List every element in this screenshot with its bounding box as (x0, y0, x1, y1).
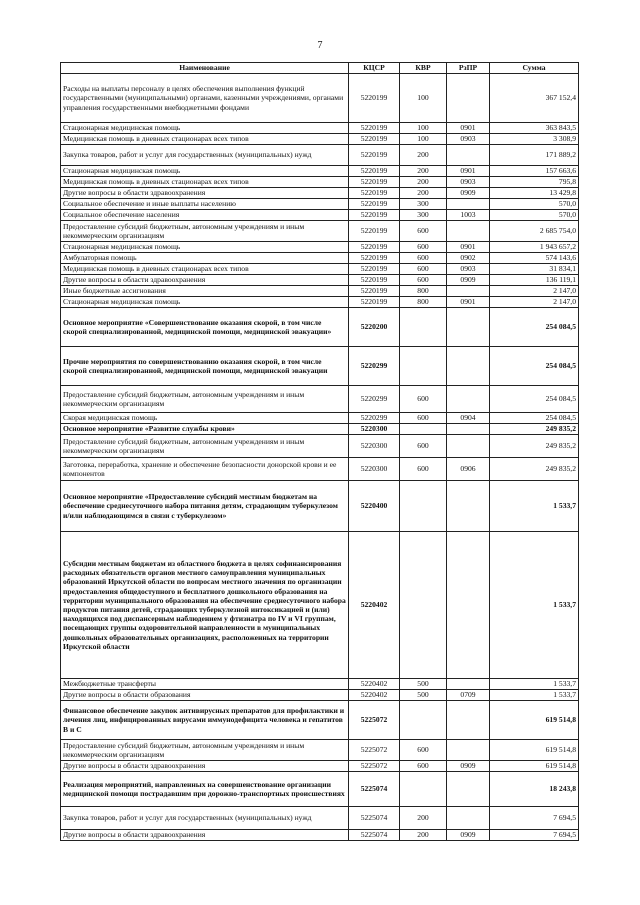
row-name: Субсидии местным бюджетам из областного бюджета в целях софинансирования расходных обязательств органов местного самоуправления муниципальных образований Иркутской области по вопросам местного значения по организации предоставления общедоступного и бесплатного дошкольного образования на территории муниципального образования на обеспечение среднесуточного набора продуктов питания детей, страдающих туберкулезной интоксикацией и (или) находящихся под диспансерным наблюдением у фтизиатра по IV и VI группам, посещающих группы оздоровительной направленности в муниципальных дошкольных образовательных организациях, расположенных на территории Иркутской области (61, 532, 349, 679)
row-sum: 2 685 754,0 (490, 221, 579, 242)
row-rzpr: 0901 (447, 123, 490, 134)
row-name: Расходы на выплаты персоналу в целях обеспечения выполнения функций государственными (муниципальными) органами, казенными учреждениями, органами управления государственными внебюджетными фондами (61, 74, 349, 123)
row-rzpr (447, 532, 490, 679)
table-row (61, 221, 579, 242)
table-row (61, 772, 579, 807)
row-sum: 2 147,0 (490, 286, 579, 297)
row-ksr: 5220200 (349, 308, 400, 347)
row-rzpr (447, 701, 490, 740)
row-rzpr (447, 807, 490, 830)
row-rzpr: 0904 (447, 413, 490, 424)
table-row (61, 74, 579, 123)
table-row (61, 532, 579, 679)
row-kvr: 600 (400, 435, 447, 458)
row-ksr: 5220300 (349, 424, 400, 435)
row-sum: 1 943 657,2 (490, 242, 579, 253)
row-ksr: 5225074 (349, 807, 400, 830)
row-kvr: 600 (400, 413, 447, 424)
row-ksr: 5220199 (349, 74, 400, 123)
row-ksr: 5220199 (349, 123, 400, 134)
table-row (61, 481, 579, 532)
row-ksr: 5220199 (349, 253, 400, 264)
row-name: Медицинская помощь в дневных стационарах всех типов (61, 134, 349, 145)
row-rzpr (447, 308, 490, 347)
row-kvr: 500 (400, 679, 447, 690)
row-ksr: 5225074 (349, 772, 400, 807)
row-sum: 1 533,7 (490, 679, 579, 690)
row-ksr: 5220199 (349, 297, 400, 308)
row-kvr: 300 (400, 210, 447, 221)
row-kvr: 800 (400, 286, 447, 297)
row-name: Стационарная медицинская помощь (61, 297, 349, 308)
row-name: Социальное обеспечение населения (61, 210, 349, 221)
row-rzpr (447, 347, 490, 386)
table-row (61, 424, 579, 435)
row-sum: 249 835,2 (490, 424, 579, 435)
row-name: Прочие мероприятия по совершенствованию оказания скорой, в том числе скорой специализированной, медицинской помощи, медицинской эвакуации (61, 347, 349, 386)
row-kvr: 200 (400, 807, 447, 830)
table-row (61, 761, 579, 772)
row-ksr: 5220199 (349, 264, 400, 275)
row-sum: 1 533,7 (490, 532, 579, 679)
row-sum: 570,0 (490, 210, 579, 221)
row-sum: 136 119,1 (490, 275, 579, 286)
row-sum: 619 514,8 (490, 761, 579, 772)
row-ksr: 5220300 (349, 458, 400, 481)
row-ksr: 5220199 (349, 145, 400, 166)
row-name: Другие вопросы в области здравоохранения (61, 275, 349, 286)
row-rzpr: 0901 (447, 242, 490, 253)
row-sum: 254 084,5 (490, 347, 579, 386)
row-rzpr: 0901 (447, 166, 490, 177)
row-ksr: 5220199 (349, 275, 400, 286)
table-row (61, 347, 579, 386)
row-name: Предоставление субсидий бюджетным, автономным учреждениям и иным некоммерческим организациям (61, 386, 349, 413)
row-rzpr: 0906 (447, 458, 490, 481)
row-name: Другие вопросы в области здравоохранения (61, 830, 349, 841)
row-kvr: 600 (400, 264, 447, 275)
row-sum: 7 694,5 (490, 830, 579, 841)
row-sum: 795,8 (490, 177, 579, 188)
row-rzpr (447, 386, 490, 413)
row-kvr (400, 481, 447, 532)
row-name: Стационарная медицинская помощь (61, 123, 349, 134)
table-row (61, 807, 579, 830)
row-kvr: 600 (400, 275, 447, 286)
row-sum: 171 889,2 (490, 145, 579, 166)
row-sum: 249 835,2 (490, 435, 579, 458)
row-name: Иные бюджетные ассигнования (61, 286, 349, 297)
row-rzpr (447, 481, 490, 532)
row-rzpr (447, 145, 490, 166)
row-kvr: 600 (400, 242, 447, 253)
row-ksr: 5220299 (349, 386, 400, 413)
row-kvr (400, 424, 447, 435)
row-kvr: 100 (400, 123, 447, 134)
row-rzpr: 0909 (447, 188, 490, 199)
row-kvr: 300 (400, 199, 447, 210)
table-row (61, 740, 579, 761)
row-name: Другие вопросы в области образования (61, 690, 349, 701)
row-name: Социальное обеспечение и иные выплаты населению (61, 199, 349, 210)
table-row (61, 286, 579, 297)
row-ksr: 5220299 (349, 413, 400, 424)
row-sum: 619 514,8 (490, 740, 579, 761)
row-sum: 13 429,8 (490, 188, 579, 199)
row-name: Основное мероприятие «Предоставление субсидий местным бюджетам на обеспечение среднесуточного набора питания детям, страдающим туберкулезом и/или наблюдающимся в связи с туберкулезом» (61, 481, 349, 532)
table-row (61, 297, 579, 308)
row-ksr: 5220299 (349, 347, 400, 386)
row-kvr: 200 (400, 145, 447, 166)
row-sum: 367 152,4 (490, 74, 579, 123)
row-sum: 254 084,5 (490, 413, 579, 424)
row-ksr: 5220199 (349, 286, 400, 297)
row-name: Основное мероприятие «Совершенствование оказания скорой, в том числе скорой специализированной, медицинской помощи, медицинской эвакуации» (61, 308, 349, 347)
row-sum: 3 308,9 (490, 134, 579, 145)
row-name: Межбюджетные трансферты (61, 679, 349, 690)
row-ksr: 5220199 (349, 210, 400, 221)
row-name: Закупка товаров, работ и услуг для государственных (муниципальных) нужд (61, 807, 349, 830)
row-kvr: 100 (400, 134, 447, 145)
table-row (61, 386, 579, 413)
table-row (61, 679, 579, 690)
row-name: Заготовка, переработка, хранение и обеспечение безопасности донорской крови и ее компонентов (61, 458, 349, 481)
row-name: Предоставление субсидий бюджетным, автономным учреждениям и иным некоммерческим организациям (61, 740, 349, 761)
table-row (61, 308, 579, 347)
row-kvr: 600 (400, 386, 447, 413)
row-ksr: 5225074 (349, 830, 400, 841)
budget-table (60, 62, 579, 841)
table-row (61, 188, 579, 199)
row-kvr: 600 (400, 761, 447, 772)
row-rzpr: 0903 (447, 134, 490, 145)
row-rzpr: 0709 (447, 690, 490, 701)
row-kvr: 200 (400, 830, 447, 841)
row-ksr: 5220402 (349, 679, 400, 690)
row-kvr: 200 (400, 188, 447, 199)
table-header-row (61, 63, 579, 74)
row-ksr: 5225072 (349, 701, 400, 740)
table-row (61, 210, 579, 221)
row-sum: 31 834,1 (490, 264, 579, 275)
header-rzpr: РзПР (447, 63, 490, 74)
header-kvr: КВР (400, 63, 447, 74)
row-sum: 7 694,5 (490, 807, 579, 830)
row-rzpr: 1003 (447, 210, 490, 221)
row-sum: 574 143,6 (490, 253, 579, 264)
row-rzpr (447, 199, 490, 210)
table-row (61, 145, 579, 166)
row-kvr: 100 (400, 74, 447, 123)
table-row (61, 264, 579, 275)
row-name: Амбулаторная помощь (61, 253, 349, 264)
row-ksr: 5220400 (349, 481, 400, 532)
header-sum: Сумма (490, 63, 579, 74)
row-kvr (400, 701, 447, 740)
row-ksr: 5225072 (349, 761, 400, 772)
row-rzpr: 0901 (447, 297, 490, 308)
table-row (61, 134, 579, 145)
row-rzpr (447, 424, 490, 435)
row-rzpr: 0903 (447, 264, 490, 275)
row-rzpr: 0902 (447, 253, 490, 264)
row-rzpr: 0909 (447, 275, 490, 286)
row-kvr: 600 (400, 458, 447, 481)
row-sum: 1 533,7 (490, 690, 579, 701)
row-kvr: 200 (400, 166, 447, 177)
table-row (61, 435, 579, 458)
row-sum: 2 147,0 (490, 297, 579, 308)
row-sum: 1 533,7 (490, 481, 579, 532)
row-sum: 157 663,6 (490, 166, 579, 177)
row-name: Предоставление субсидий бюджетным, автономным учреждениям и иным некоммерческим организациям (61, 221, 349, 242)
table-row (61, 166, 579, 177)
row-name: Медицинская помощь в дневных стационарах всех типов (61, 264, 349, 275)
table-row (61, 458, 579, 481)
row-name: Другие вопросы в области здравоохранения (61, 761, 349, 772)
table-row (61, 275, 579, 286)
row-name: Стационарная медицинская помощь (61, 166, 349, 177)
row-ksr: 5220300 (349, 435, 400, 458)
table-row (61, 830, 579, 841)
row-ksr: 5220199 (349, 166, 400, 177)
row-sum: 254 084,5 (490, 308, 579, 347)
row-ksr: 5220199 (349, 188, 400, 199)
row-sum: 18 243,8 (490, 772, 579, 807)
row-kvr (400, 532, 447, 679)
row-ksr: 5220199 (349, 134, 400, 145)
row-name: Стационарная медицинская помощь (61, 242, 349, 253)
row-name: Другие вопросы в области здравоохранения (61, 188, 349, 199)
header-name: Наименование (61, 63, 349, 74)
table-body (61, 74, 579, 841)
row-rzpr (447, 740, 490, 761)
row-kvr (400, 772, 447, 807)
row-kvr (400, 347, 447, 386)
row-rzpr: 0909 (447, 830, 490, 841)
row-ksr: 5220199 (349, 199, 400, 210)
table-row (61, 123, 579, 134)
row-ksr: 5220199 (349, 242, 400, 253)
table-row (61, 701, 579, 740)
row-name: Скорая медицинская помощь (61, 413, 349, 424)
row-ksr: 5220402 (349, 532, 400, 679)
row-kvr: 600 (400, 221, 447, 242)
row-kvr: 800 (400, 297, 447, 308)
row-rzpr (447, 772, 490, 807)
row-rzpr (447, 286, 490, 297)
row-kvr: 200 (400, 177, 447, 188)
table-row (61, 413, 579, 424)
row-name: Основное мероприятие «Развитие службы крови» (61, 424, 349, 435)
row-kvr: 600 (400, 740, 447, 761)
table-row (61, 242, 579, 253)
table-row (61, 690, 579, 701)
row-rzpr: 0909 (447, 761, 490, 772)
row-sum: 249 835,2 (490, 458, 579, 481)
row-sum: 570,0 (490, 199, 579, 210)
row-name: Финансовое обеспечение закупок антивирусных препаратов для профилактики и лечения лиц, инфицированных вирусами иммунодефицита человека и гепатитов B и C (61, 701, 349, 740)
row-rzpr (447, 679, 490, 690)
row-sum: 363 843,5 (490, 123, 579, 134)
row-kvr (400, 308, 447, 347)
row-kvr: 600 (400, 253, 447, 264)
row-sum: 619 514,8 (490, 701, 579, 740)
row-rzpr (447, 74, 490, 123)
row-name: Закупка товаров, работ и услуг для государственных (муниципальных) нужд (61, 145, 349, 166)
row-sum: 254 084,5 (490, 386, 579, 413)
row-rzpr (447, 435, 490, 458)
table-row (61, 253, 579, 264)
row-ksr: 5220199 (349, 221, 400, 242)
row-ksr: 5220402 (349, 690, 400, 701)
row-name: Реализация мероприятий, направленных на совершенствование организации медицинской помощи пострадавшим при дорожно-транспортных происшествиях (61, 772, 349, 807)
row-kvr: 500 (400, 690, 447, 701)
row-name: Предоставление субсидий бюджетным, автономным учреждениям и иным некоммерческим организациям (61, 435, 349, 458)
header-ksr: КЦСР (349, 63, 400, 74)
table-row (61, 199, 579, 210)
table-row (61, 177, 579, 188)
row-name: Медицинская помощь в дневных стационарах всех типов (61, 177, 349, 188)
row-rzpr (447, 221, 490, 242)
row-rzpr: 0903 (447, 177, 490, 188)
row-ksr: 5220199 (349, 177, 400, 188)
row-ksr: 5225072 (349, 740, 400, 761)
page-number: 7 (317, 40, 323, 51)
